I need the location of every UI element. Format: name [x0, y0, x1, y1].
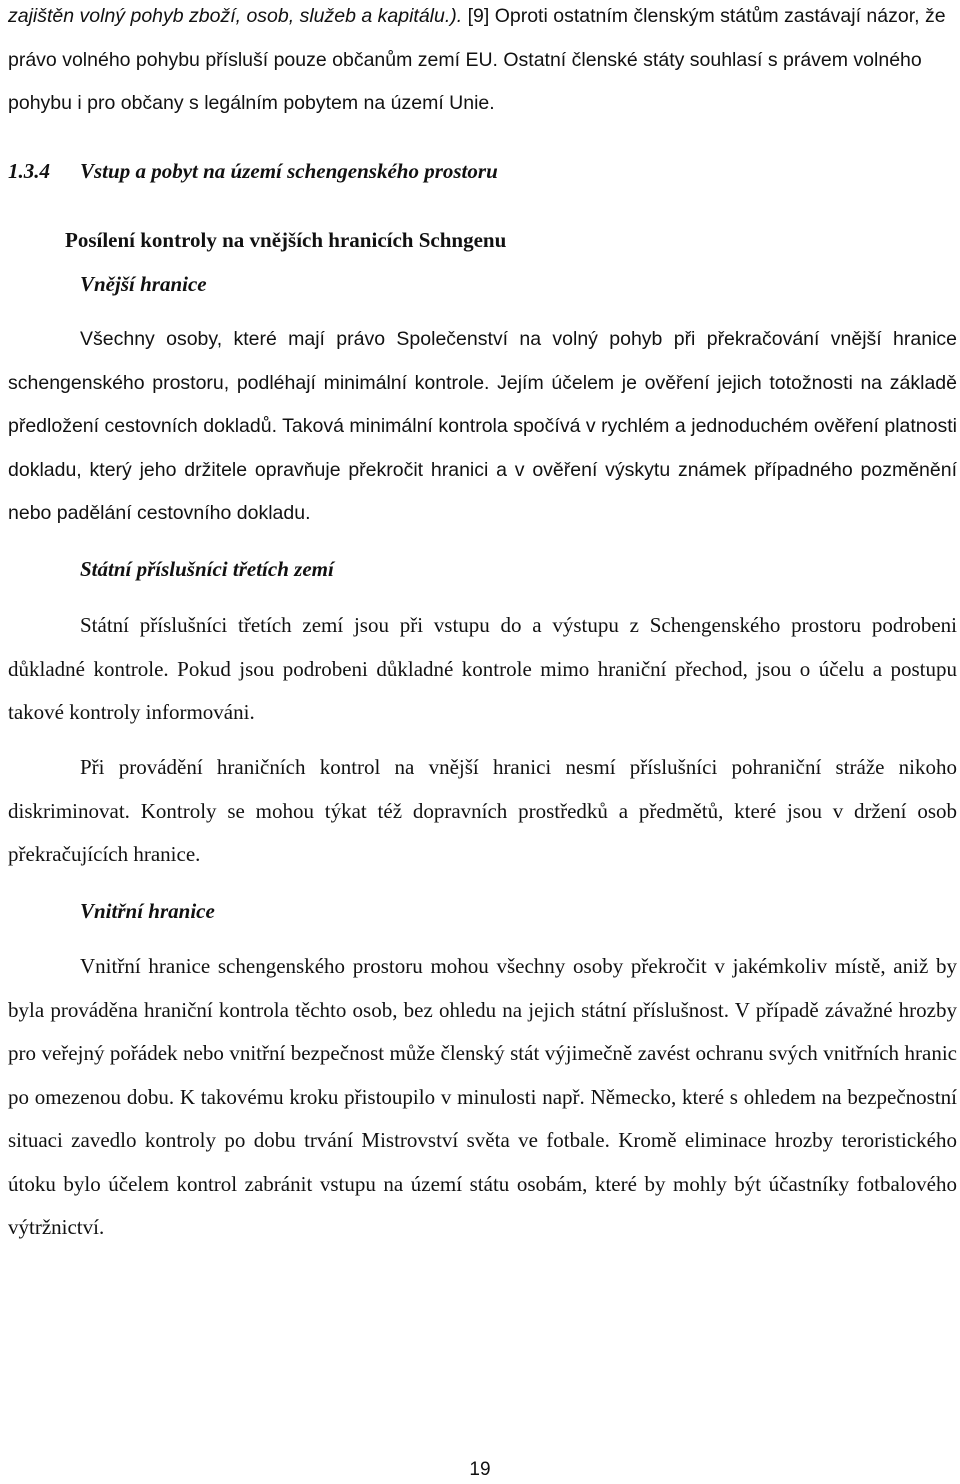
third-country-heading: Státní příslušníci třetích zemí	[80, 557, 334, 581]
section-title: Vstup a pobyt na území schengenského prostoru	[80, 159, 498, 183]
external-borders-heading: Vnější hranice	[80, 272, 207, 296]
internal-borders-paragraph: Vnitřní hranice schengenského prostoru mohou všechny osoby překročit v jakémkoliv místě, aniž by byla prováděna hraniční kontrola těchto osob, bez ohledu na jejich státní příslušnost. V případě závažné hrozby pro veřejný pořádek nebo vnitřní bezpečnost může členský stát výjimečně zavést ochranu svých vnitřních hranic po omezenou dobu. K takovému kroku přistoupilo v minulosti např. Německo, které s ohledem na bezpečnostní situaci zavedlo kontroly po dobu trvání Mistrovství světa ve fotbale. Kromě eliminace hrozby teroristického útoku bylo účelem kontrol zabránit vstupu na území státu osobám, které by mohly být účastníky fotbalového výtržnictví.	[8, 954, 957, 1239]
intro-paragraph	[8, 0, 957, 126]
intro-text: [9] Oproti ostatním členským státům zastávají názor, že právo volného pohybu přísluší pouze občanům zemí EU. Ostatní členské státy souhlasí s právem volného pohybu i pro občany s legálním pobytem na území Unie.	[8, 5, 946, 114]
section-heading	[8, 156, 498, 186]
intro-italic-text: zajištěn volný pohyb zboží, osob, služeb a kapitálu.).	[8, 5, 463, 27]
internal-borders-heading: Vnitřní hranice	[80, 899, 215, 923]
third-country-paragraph-2: Při provádění hraničních kontrol na vnější hranici nesmí příslušníci pohraniční stráže nikoho diskriminovat. Kontroly se mohou týkat též dopravních prostředků a předmětů, které jsou v držení osob překračujících hranice.	[8, 755, 957, 866]
page-number: 19	[469, 1459, 491, 1480]
external-borders-paragraph: Všechny osoby, které mají právo Společenství na volný pohyb při překračování vnější hranice schengenského prostoru, podléhají minimální kontrole. Jejím účelem je ověření jejich totožnosti na základě předložení cestovních dokladů. Taková minimální kontrola spočívá v rychlém a jednoduchém ověření platnosti dokladu, který jeho držitele opravňuje překročit hranici a v ověření výskytu známek případného pozměnění nebo padělání cestovního dokladu.	[8, 328, 957, 524]
subsection-heading: Posílení kontroly na vnějších hranicích Schngenu	[65, 228, 507, 252]
third-country-paragraph-1: Státní příslušníci třetích zemí jsou při vstupu do a výstupu z Schengenského prostoru podrobeni důkladné kontrole. Pokud jsou podrobeni důkladné kontrole mimo hraniční přechod, jsou o účelu a postupu takové kontroly informováni.	[8, 613, 957, 724]
section-number: 1.3.4	[8, 159, 50, 183]
